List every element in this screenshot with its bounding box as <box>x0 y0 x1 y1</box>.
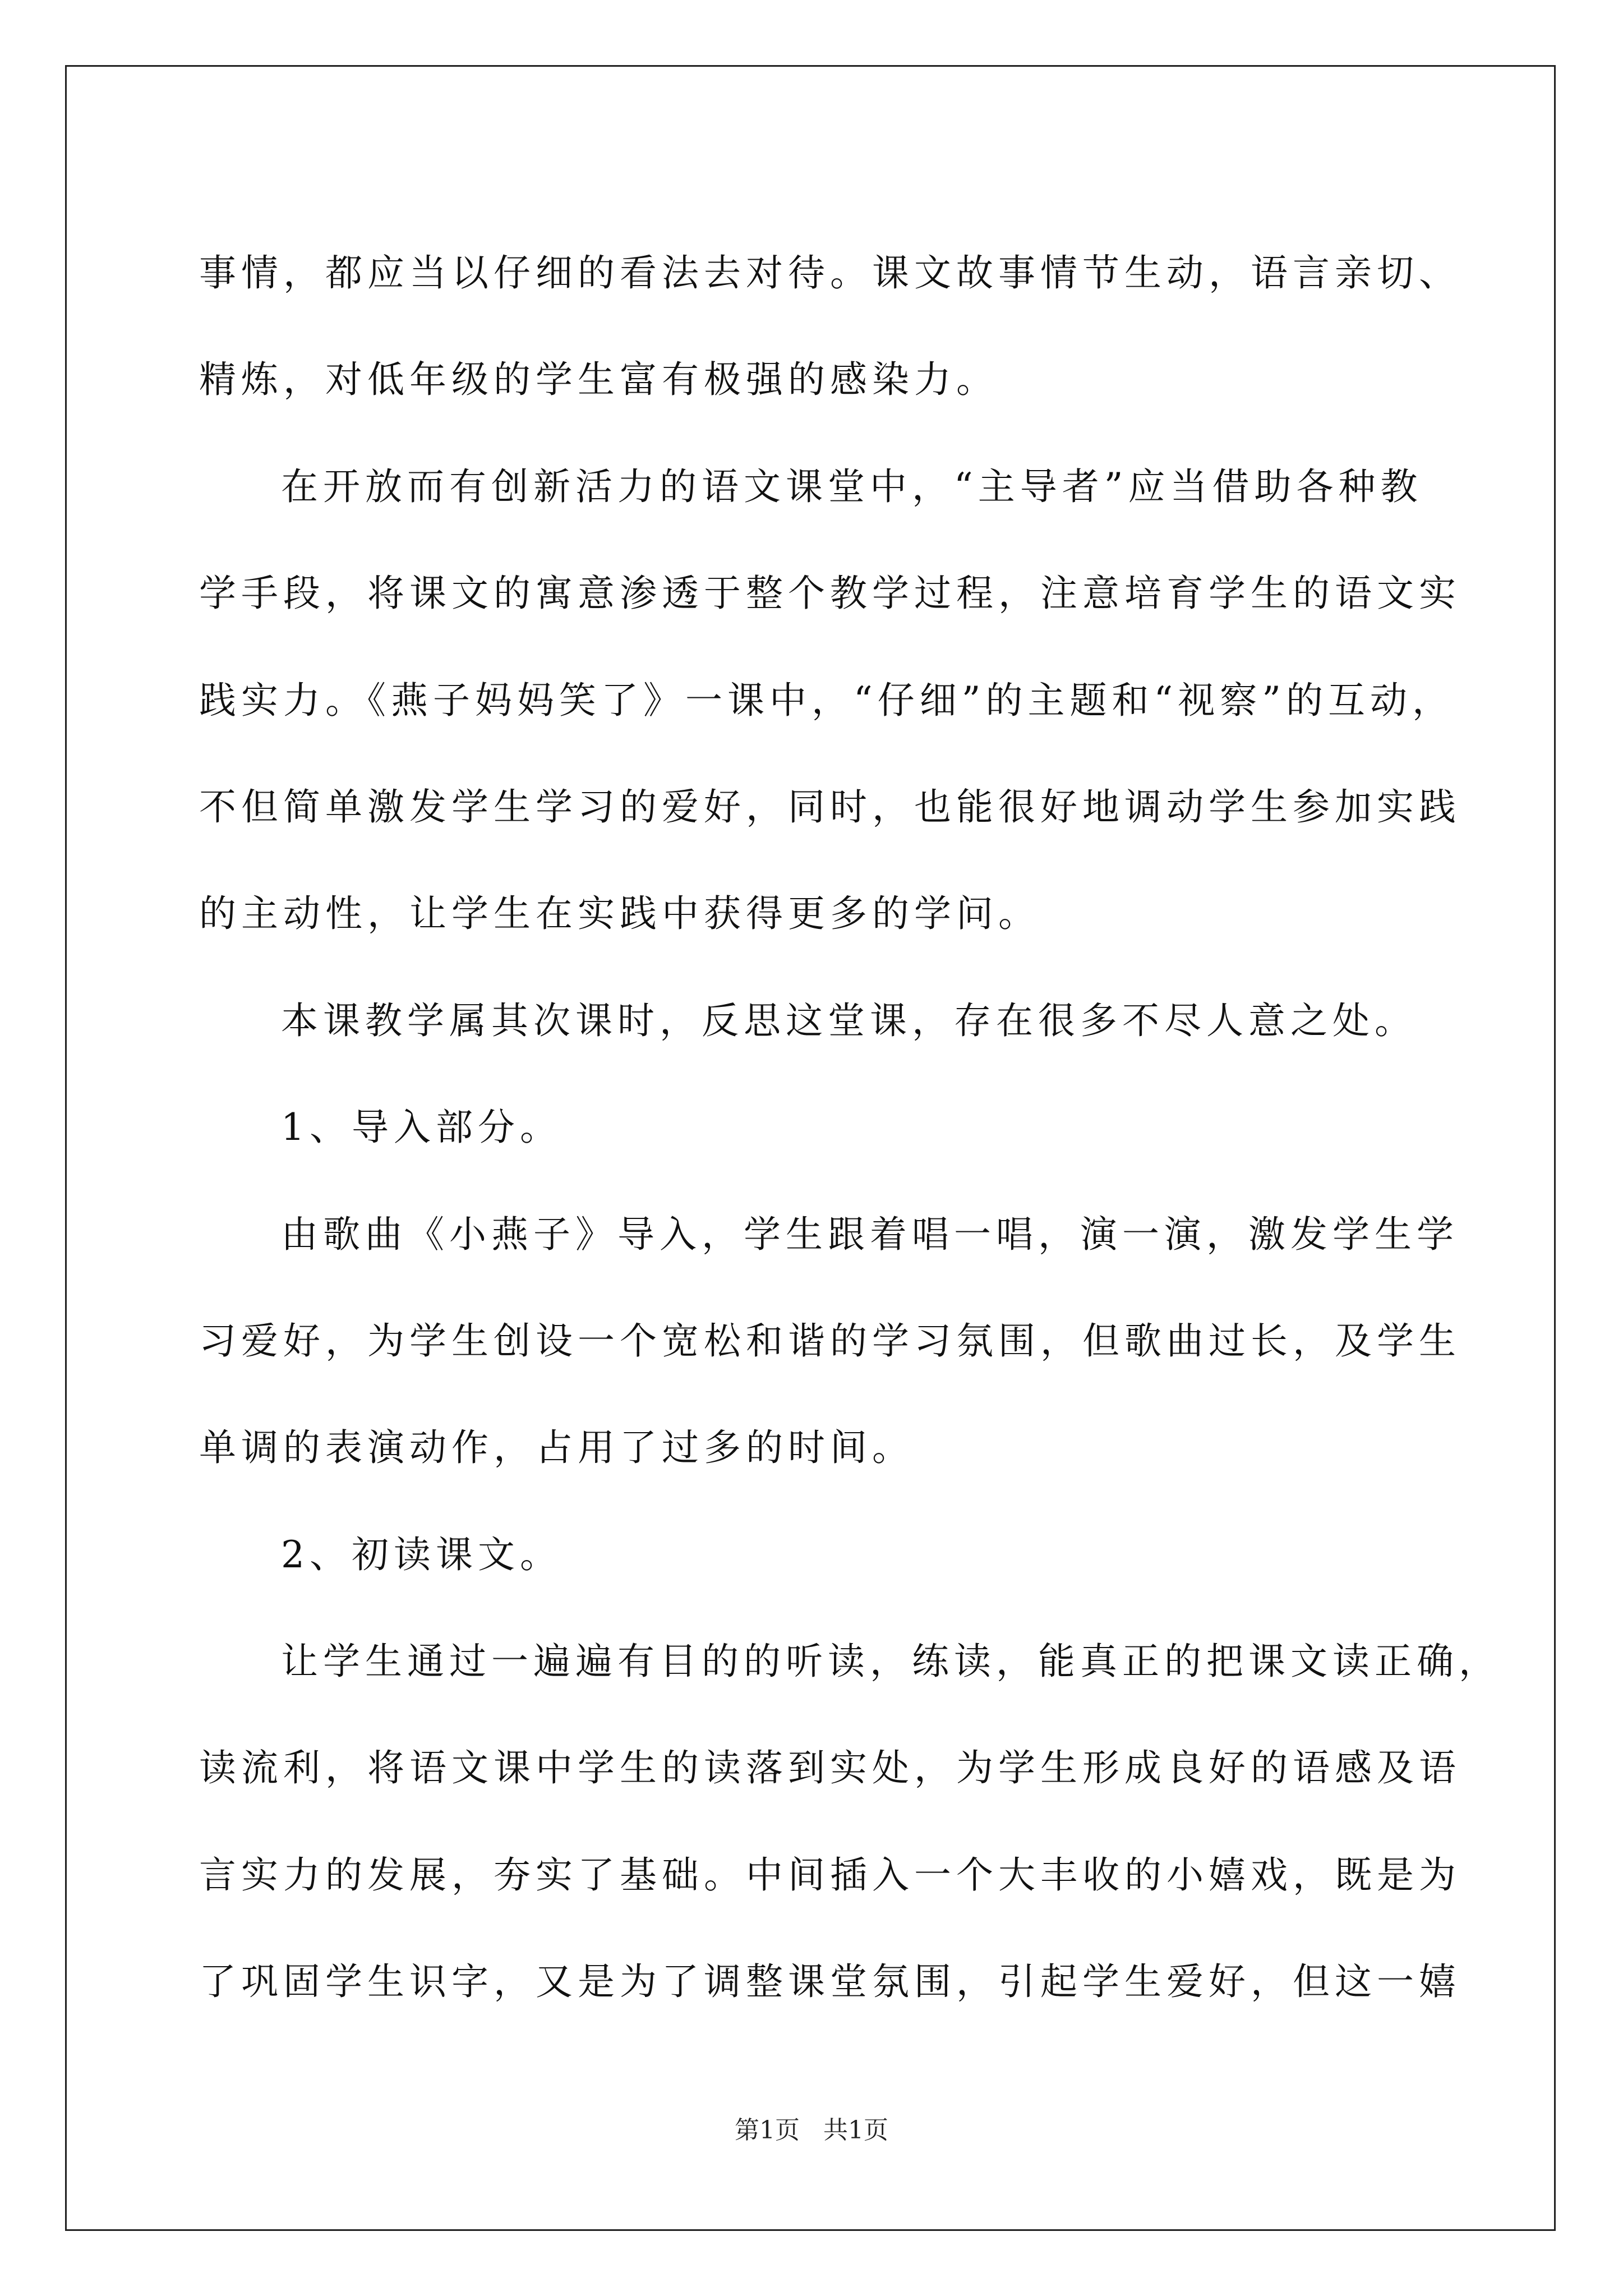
text-line: 事情，都应当以仔细的看法去对待。课文故事情节生动，语言亲切、 <box>199 251 1461 295</box>
text-line: 学手段，将课文的寓意渗透于整个教学过程，注意培育学生的语文实 <box>199 572 1461 615</box>
text-line: 践实力。《燕子妈妈笑了》一课中，“仔细”的主题和“视察”的互动， <box>199 678 1454 722</box>
text-line: 言实力的发展，夯实了基础。中间插入一个大丰收的小嬉戏，既是为 <box>199 1853 1461 1897</box>
text-line: 让学生通过一遍遍有目的的听读，练读，能真正的把课文读正确， <box>281 1640 1501 1683</box>
document-body <box>199 220 1501 2036</box>
section-heading: 2、初读课文。 <box>281 1533 562 1576</box>
text-line: 单调的表演动作，占用了过多的时间。 <box>199 1426 914 1470</box>
section-heading: 1、导入部分。 <box>281 1106 562 1149</box>
text-line: 的主动性，让学生在实践中获得更多的学问。 <box>199 892 1040 936</box>
text-line: 由歌曲《小燕子》导入，学生跟着唱一唱，演一演，激发学生学 <box>281 1212 1459 1256</box>
text-line: 精炼，对低年级的学生富有极强的感染力。 <box>199 358 998 402</box>
text-line: 习爱好，为学生创设一个宽松和谐的学习氛围，但歌曲过长，及学生 <box>199 1319 1461 1363</box>
text-line: 不但简单激发学生学习的爱好，同时，也能很好地调动学生参加实践 <box>199 785 1461 829</box>
page-number-footer: 第1页 共1页 <box>735 2116 888 2145</box>
text-line: 本课教学属其次课时，反思这堂课，存在很多不尽人意之处。 <box>281 999 1417 1042</box>
text-line: 在开放而有创新活力的语文课堂中，“主导者”应当借助各种教 <box>281 464 1423 508</box>
text-line: 读流利，将语文课中学生的读落到实处，为学生形成良好的语感及语 <box>199 1746 1461 1790</box>
text-line: 了巩固学生识字，又是为了调整课堂氛围，引起学生爱好，但这一嬉 <box>199 1960 1461 2004</box>
